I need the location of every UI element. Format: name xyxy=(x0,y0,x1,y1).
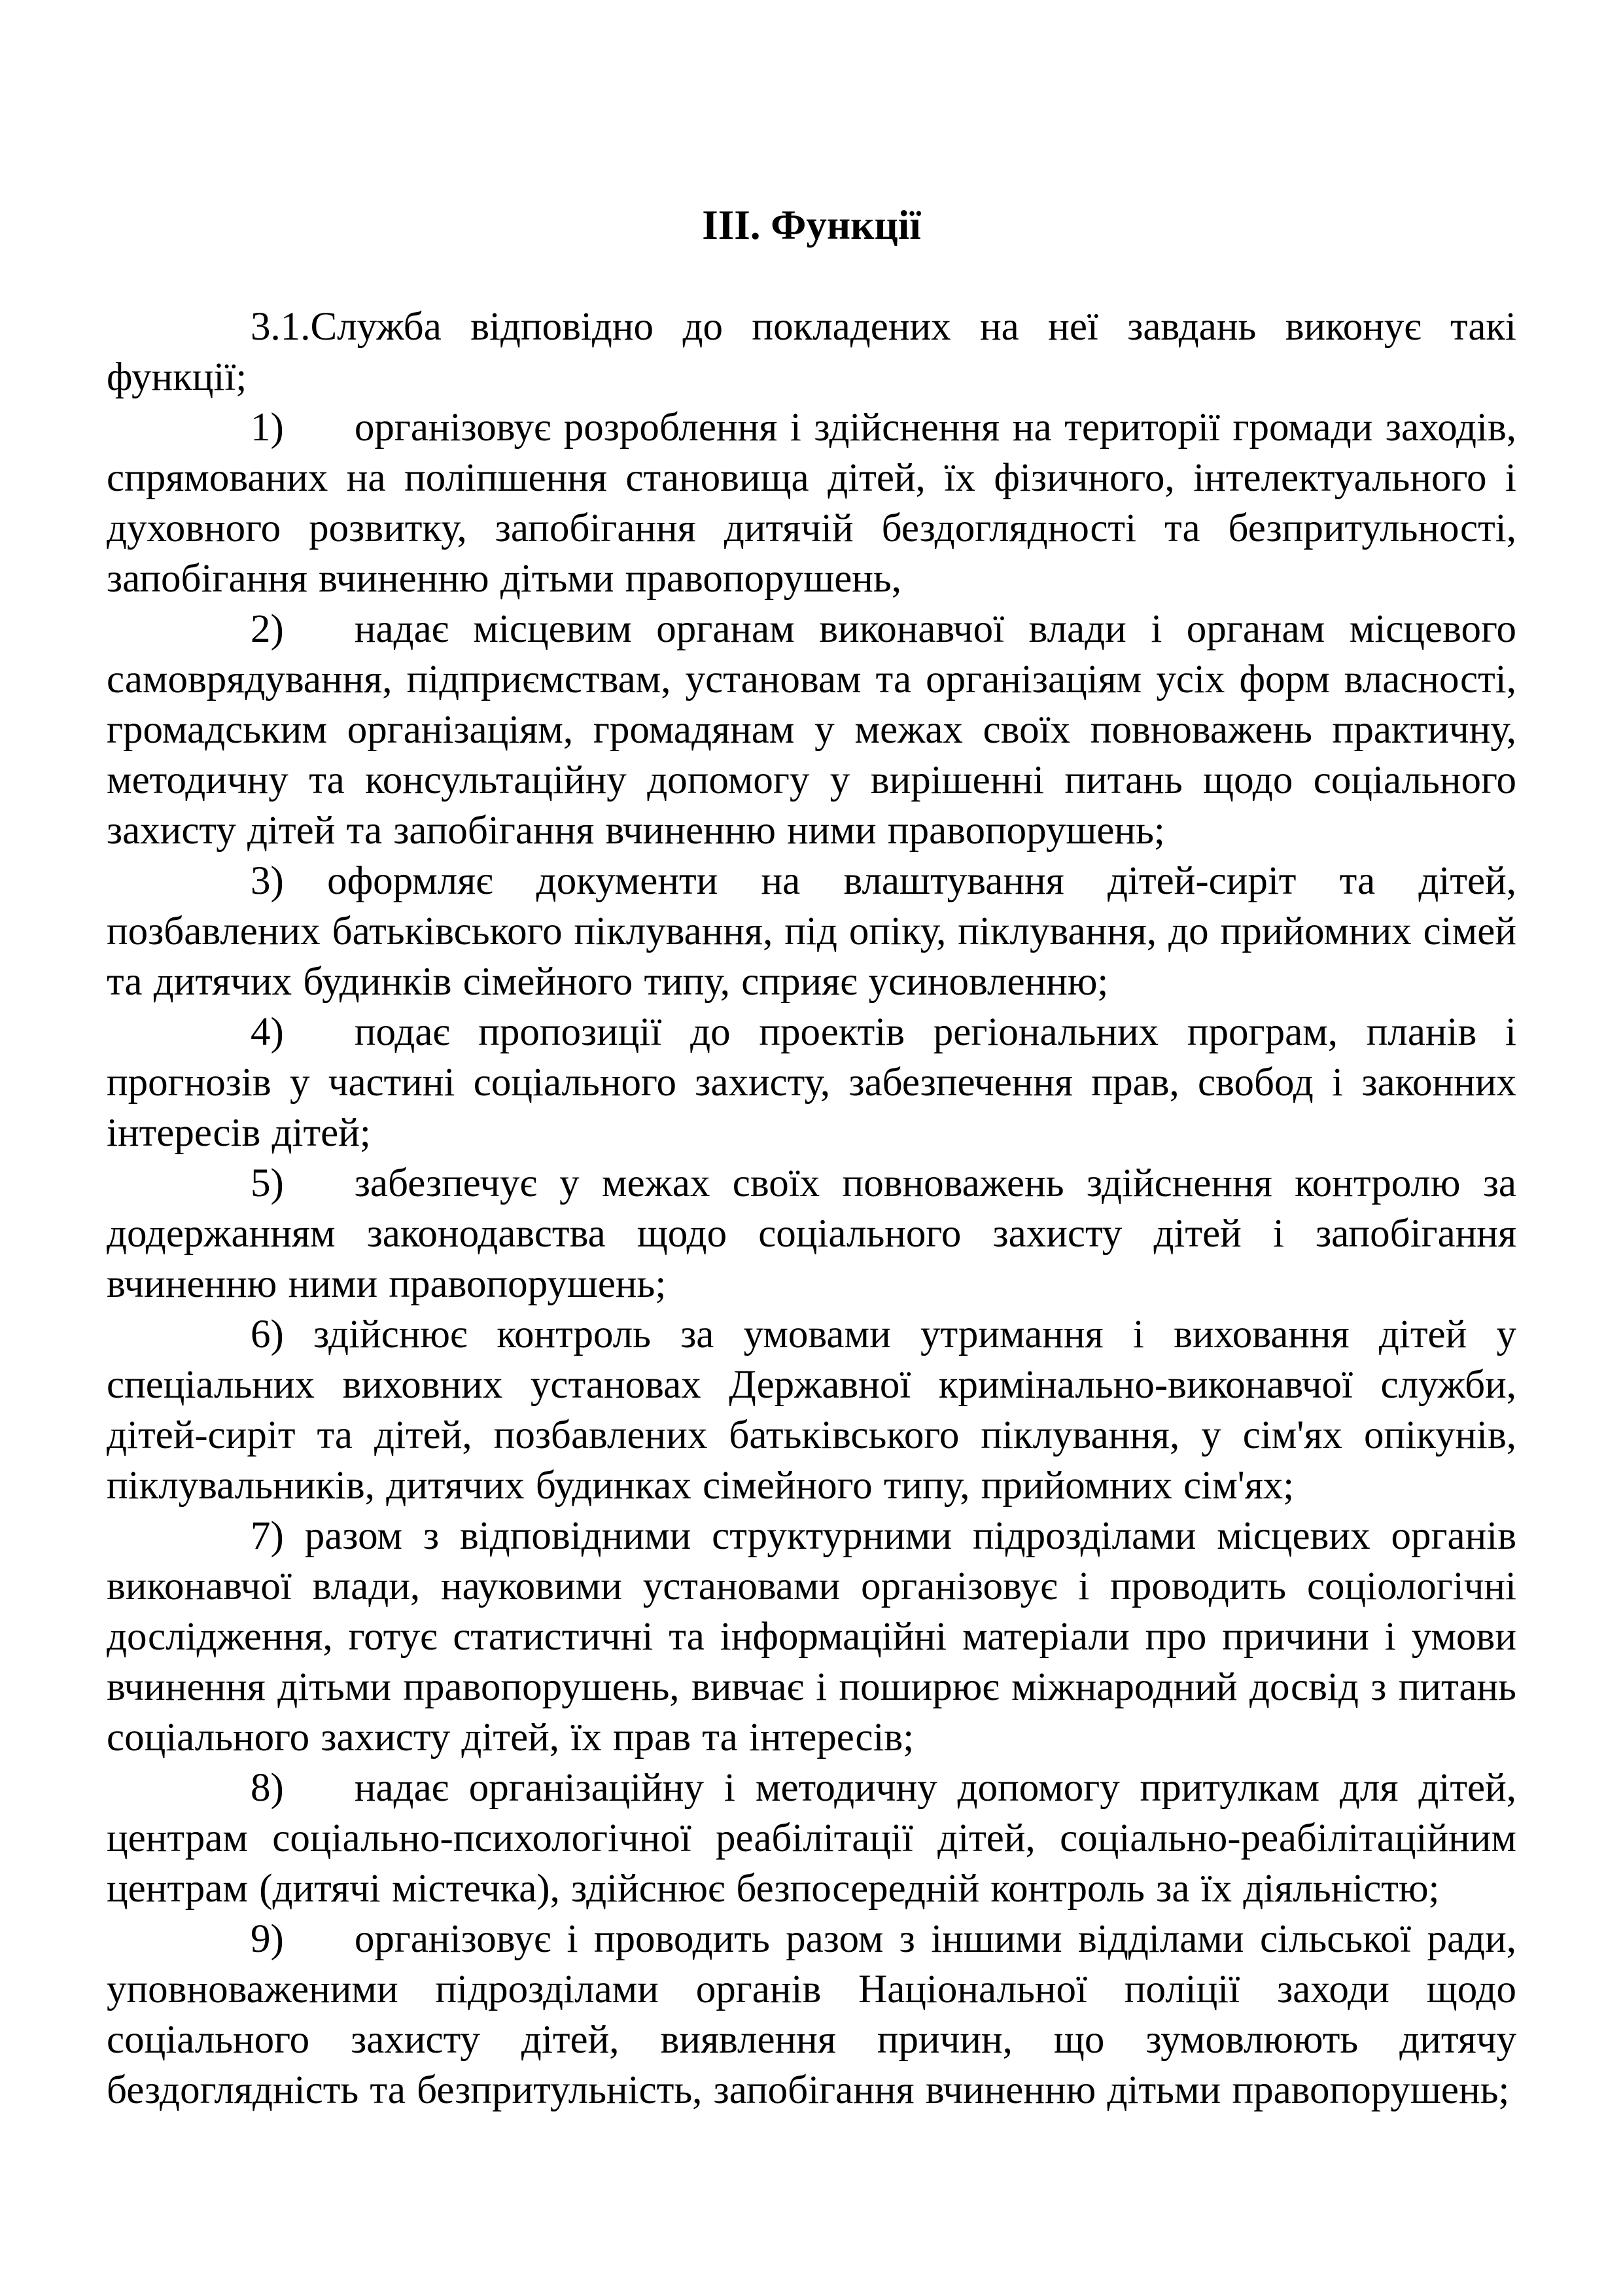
paragraph xyxy=(107,856,1516,1007)
paragraph xyxy=(107,1309,1516,1511)
paragraph xyxy=(107,302,1516,402)
paragraph-text: 3.1.Служба відповідно до покладених на неї завдань виконує такі функції; xyxy=(107,305,1516,399)
paragraph xyxy=(107,1914,1516,2115)
item-number: 3) xyxy=(251,859,284,903)
paragraph-text: здійснює контроль за умовами утримання і виховання дітей у спеціальних виховних установах Державної кримінально-виконавчої служби, дітей-сиріт та дітей, позбавлених батьківського піклування, у сім'ях опікунів, піклувальників, дитячих будинках сімейного типу, прийомних сім'ях; xyxy=(107,1313,1516,1508)
paragraph xyxy=(107,1511,1516,1763)
paragraph-text: організовує і проводить разом з іншими відділами сільської ради, уповноваженими підрозділами органів Національної поліції заходи щодо соціального захисту дітей, виявлення причин, що зумовлюють дитячу бездоглядність та безпритульність, запобігання вчиненню дітьми правопорушень; xyxy=(107,1917,1516,2112)
paragraph-text: разом з відповідними структурними підрозділами місцевих органів виконавчої влади, науковими установами організовує і проводить соціологічні дослідження, готує статистичні та інформаційні матеріали про причини і умови вчинення дітьми правопорушень, вивчає і поширює міжнародний досвід з питань соціального захисту дітей, їх прав та інтересів; xyxy=(107,1514,1516,1759)
paragraph-text: надає місцевим органам виконавчої влади і органам місцевого самоврядування, підприємствам, установам та організаціям усіх форм власності, громадським організаціям, громадянам у межах своїх повноважень практичну, методичну та консультаційну допомогу у вирішенні питань щодо соціального захисту дітей та запобігання вчиненню ними правопорушень; xyxy=(107,607,1516,853)
paragraph xyxy=(107,402,1516,604)
paragraph-text: подає пропозиції до проектів регіональних програм, планів і прогнозів у частині соціального захисту, забезпечення прав, свобод і законних інтересів дітей; xyxy=(107,1010,1516,1155)
paragraph xyxy=(107,1007,1516,1158)
item-number: 2) xyxy=(251,607,284,651)
paragraph-text: оформляє документи на влаштування дітей-сиріт та дітей, позбавлених батьківського піклування, під опіку, піклування, до прийомних сімей та дитячих будинків сімейного типу, сприяє усиновленню; xyxy=(107,859,1517,1004)
paragraph-text: організовує розроблення і здійснення на території громади заходів, спрямованих на поліпшення становища дітей, їх фізичного, інтелектуального і духовного розвитку, запобігання дитячій бездоглядності та безпритульності, запобігання вчиненню дітьми правопорушень, xyxy=(107,406,1516,601)
item-number: 9) xyxy=(251,1917,284,1961)
item-number: 4) xyxy=(251,1010,284,1054)
item-number: 8) xyxy=(251,1766,284,1810)
section-title: III. Функції xyxy=(702,202,921,248)
paragraph-text: забезпечує у межах своїх повноважень здійснення контролю за додержанням законодавства щодо соціального захисту дітей і запобігання вчиненню ними правопорушень; xyxy=(107,1161,1516,1306)
paragraph-text: надає організаційну і методичну допомогу притулкам для дітей, центрам соціально-психологічної реабілітації дітей, соціально-реабілітаційним центрам (дитячі містечка), здійснює безпосередній контроль за їх діяльністю; xyxy=(107,1766,1516,1911)
item-number: 6) xyxy=(251,1313,284,1356)
item-number: 7) xyxy=(251,1514,284,1558)
item-number: 1) xyxy=(251,406,284,450)
paragraph xyxy=(107,1158,1516,1309)
item-number: 5) xyxy=(251,1161,284,1205)
paragraph-list xyxy=(107,302,1516,2115)
document-content xyxy=(107,200,1516,2115)
paragraph xyxy=(107,1763,1516,1914)
paragraph xyxy=(107,604,1516,856)
